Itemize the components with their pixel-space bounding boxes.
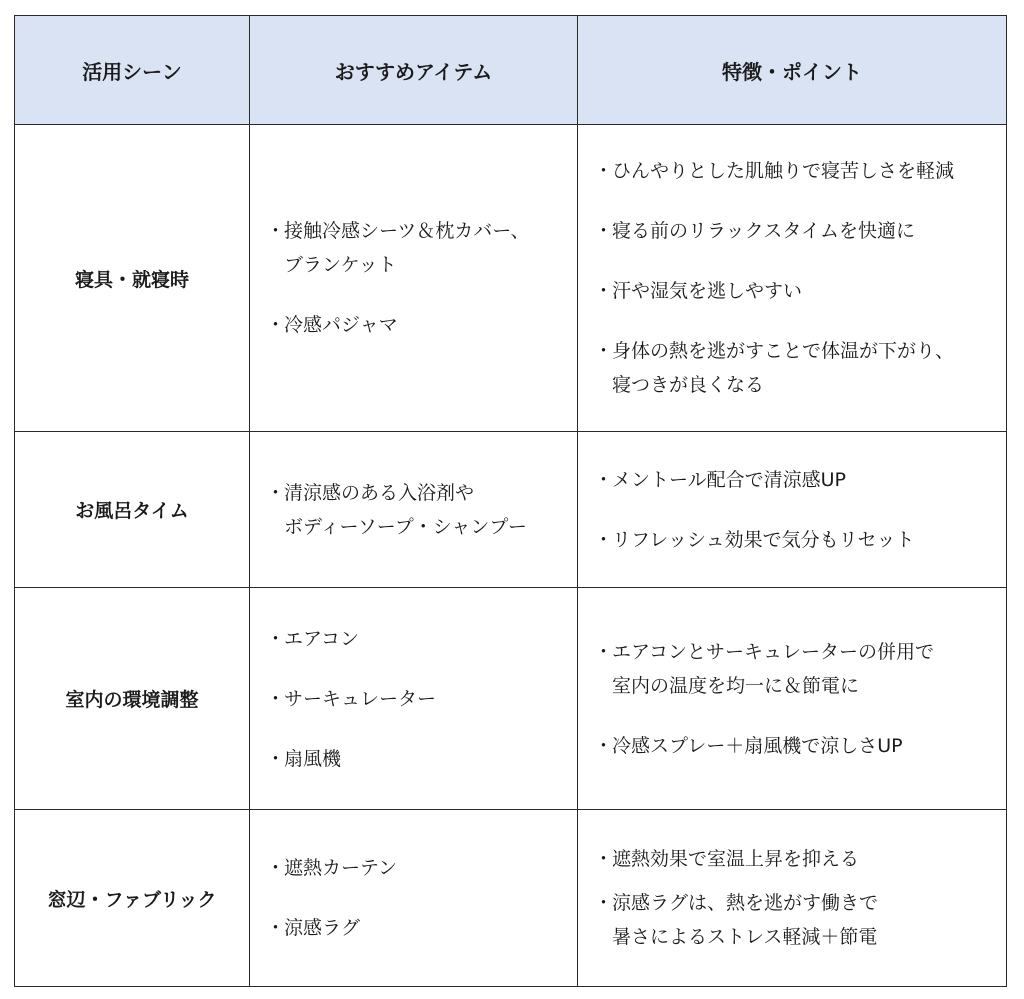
- features-cell: [578, 432, 1007, 588]
- list-item: ・汗や湿気を逃しやすい: [594, 280, 803, 302]
- list-item: ・清涼感のある入浴剤や ボディーソープ・シャンプー: [266, 481, 527, 538]
- items-cell: [250, 588, 578, 810]
- scene-cell: 寝具・就寝時: [15, 125, 250, 432]
- scene-cell: 窓辺・ファブリック: [15, 810, 250, 987]
- header-features: 特徴・ポイント: [578, 16, 1007, 125]
- list-item: ・冷感パジャマ: [266, 314, 398, 336]
- list-item: ・メントール配合で清涼感UP: [594, 468, 846, 491]
- comparison-table: [14, 15, 1007, 987]
- list-item: ・遮熱効果で室温上昇を抑える: [594, 848, 860, 870]
- list-item: ・冷感スプレー＋扇風機で涼しさUP: [594, 734, 903, 757]
- features-cell: [578, 810, 1007, 987]
- header-items: おすすめアイテム: [250, 16, 578, 125]
- list-item: ・涼感ラグ: [266, 917, 361, 939]
- list-item: ・寝る前のリラックスタイムを快適に: [594, 220, 916, 242]
- list-item: ・エアコン: [266, 627, 360, 650]
- list-item: ・扇風機: [266, 747, 342, 770]
- features-cell: [578, 588, 1007, 810]
- list-item: ・ひんやりとした肌触りで寝苦しさを軽減: [594, 160, 955, 182]
- scene-cell: お風呂タイム: [15, 432, 250, 588]
- list-item: ・身体の熱を逃がすことで体温が下がり、 寝つきが良くなる: [594, 340, 955, 396]
- table-row: [15, 432, 1007, 588]
- header-row: [15, 16, 1007, 125]
- items-cell: [250, 810, 578, 987]
- table-row: [15, 588, 1007, 810]
- items-cell: [250, 125, 578, 432]
- scene-cell: 室内の環境調整: [15, 588, 250, 810]
- list-item: ・涼感ラグは、熱を逃がす働きで 暑さによるストレス軽減＋節電: [594, 892, 879, 948]
- table-row: [15, 125, 1007, 432]
- list-item: ・リフレッシュ効果で気分もリセット: [594, 528, 915, 551]
- list-item: ・サーキュレーター: [266, 687, 437, 710]
- items-cell: [250, 432, 578, 588]
- header-scene: 活用シーン: [15, 16, 250, 125]
- list-item: ・エアコンとサーキュレーターの併用で 室内の温度を均一に＆節電に: [594, 640, 935, 697]
- features-cell: [578, 125, 1007, 432]
- list-item: ・接触冷感シーツ＆枕カバー、 ブランケット: [266, 220, 530, 276]
- table-row: [15, 810, 1007, 987]
- list-item: ・遮熱カーテン: [266, 857, 398, 879]
